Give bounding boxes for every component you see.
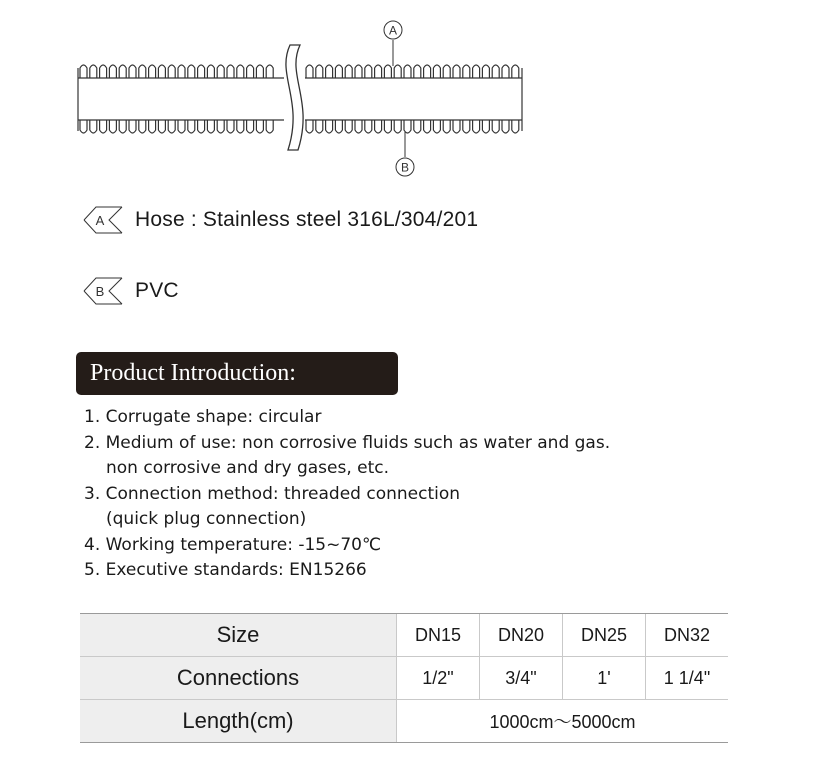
intro-item: 4. Working temperature: -15~70℃ [84, 534, 382, 555]
table-cell: DN15 [397, 614, 480, 657]
legend-item-hose [82, 204, 478, 236]
table-cell: 1 1/4" [646, 657, 729, 700]
row-header: Length(cm) [80, 700, 397, 743]
svg-text:A: A [388, 23, 398, 38]
row-header: Connections [80, 657, 397, 700]
diamond-marker-icon [82, 275, 124, 307]
intro-item: 3. Connection method: threaded connection (quick plug connection) [84, 483, 461, 529]
table-cell: 1/2" [397, 657, 480, 700]
legend-text-hose: Hose : Stainless steel 316L/304/201 [135, 208, 479, 231]
table-row-connections [80, 657, 728, 700]
hose-diagram [0, 0, 834, 200]
legend-text-pvc: PVC [135, 279, 179, 302]
table-row-length [80, 700, 728, 743]
svg-text:B: B [95, 284, 105, 299]
intro-item: 1. Corrugate shape: circular [84, 407, 322, 427]
callout-a [384, 21, 402, 39]
svg-text:B: B [400, 160, 410, 175]
table-cell-span: 1000cm～5000cm [397, 700, 729, 743]
intro-item: 2. Medium of use: non corrosive fluids such as water and gas. non corrosive and dry gases, etc. [84, 432, 611, 478]
legend-item-pvc [82, 275, 179, 307]
row-header: Size [80, 614, 397, 657]
svg-text:A: A [95, 213, 105, 228]
table-cell: DN25 [563, 614, 646, 657]
callout-b [396, 158, 414, 176]
table-cell: DN32 [646, 614, 729, 657]
table-cell: 1' [563, 657, 646, 700]
table-cell: 3/4" [480, 657, 563, 700]
table-cell: DN20 [480, 614, 563, 657]
diamond-marker-icon [82, 204, 124, 236]
intro-item: 5. Executive standards: EN15266 [84, 560, 367, 580]
product-introduction-banner: Product Introduction: [76, 352, 398, 395]
spec-table [80, 613, 728, 743]
table-row-size [80, 614, 728, 657]
break-mark [286, 45, 303, 150]
product-introduction-list [84, 405, 610, 584]
